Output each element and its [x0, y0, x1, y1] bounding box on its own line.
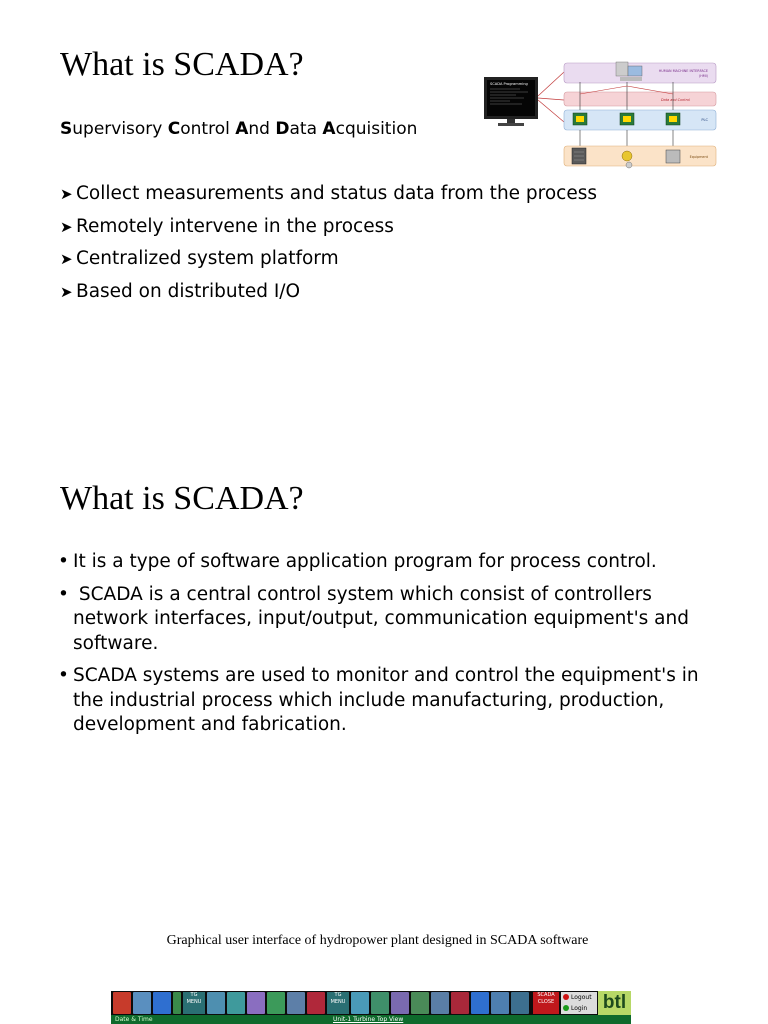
- hmi-tool-icon: [351, 992, 369, 1014]
- plc-label: PLC: [701, 118, 708, 122]
- bullet-dot-icon: •: [58, 665, 69, 686]
- tg-menu-button: TG MENU: [327, 992, 349, 1014]
- hmi-tool-icon: [133, 992, 151, 1014]
- hmi-tool-icon: [173, 992, 181, 1014]
- slide1-title: What is SCADA?: [60, 46, 304, 83]
- scada-acronym: [60, 118, 417, 140]
- arrow-bullet-icon: ➤: [60, 250, 73, 268]
- hmi-tool-icon: [451, 992, 469, 1014]
- hmi-tool-icon: [431, 992, 449, 1014]
- acronym-initial: A: [235, 119, 249, 139]
- computer-icon: [616, 62, 628, 76]
- hmi-tool-icon: [227, 992, 245, 1014]
- definition-list: [58, 550, 718, 746]
- hmi-label: (HMI): [698, 74, 708, 78]
- figure-caption: Graphical user interface of hydropower plant designed in SCADA software: [166, 933, 589, 948]
- arrow-bullet-icon: ➤: [60, 217, 73, 236]
- hmi-home-icon: [113, 992, 131, 1014]
- arrow-bullet-icon: ➤: [60, 185, 73, 203]
- acronym-initial: A: [322, 119, 336, 139]
- hmi-login-panel: [561, 992, 597, 1014]
- hmi-tool-icon: [511, 992, 529, 1014]
- list-item: • SCADA is a central control system which consist of controllers network interfaces, input/output, communication equipment's and software.: [58, 583, 695, 654]
- acronym-rest: ontrol: [180, 119, 236, 139]
- hmi-tool-icon: [153, 992, 171, 1014]
- btl-logo: btl: [598, 991, 631, 1015]
- hmi-label: HUMAN MACHINE INTERFACE: [658, 69, 708, 73]
- hydropower-hmi-screenshot: [111, 991, 631, 1024]
- hmi-tool-icon: [391, 992, 409, 1014]
- scada-architecture-diagram: [480, 58, 720, 170]
- hmi-tool-icon: [411, 992, 429, 1014]
- hmi-tool-icon: [471, 992, 489, 1014]
- hmi-tool-icon: [287, 992, 305, 1014]
- machine-icon: [666, 150, 680, 163]
- bullet-dot-icon: •: [58, 551, 69, 572]
- tg-menu-button: TG MENU: [183, 992, 205, 1014]
- acronym-initial: D: [275, 119, 290, 139]
- acronym-initial: C: [167, 119, 181, 139]
- robot-arm-icon: [622, 151, 632, 161]
- list-item: ➤ Collect measurements and status data from the process: [60, 183, 598, 204]
- bullet-dot-icon: •: [58, 583, 69, 605]
- acronym-rest: cquisition: [335, 119, 418, 139]
- equipment-label: Equipment: [689, 155, 708, 159]
- list-item: • It is a type of software application program for process control.: [58, 550, 718, 575]
- acronym-initial: S: [60, 119, 73, 139]
- hmi-view-title: Unit-1 Turbine Top View: [333, 1016, 404, 1023]
- hmi-tool-icon: [207, 992, 225, 1014]
- logout-label: Logout: [561, 992, 597, 1003]
- hmi-status-bar: Date & Time Unit-1 Turbine Top View: [111, 1015, 631, 1024]
- hmi-tool-icon: [371, 992, 389, 1014]
- login-label: Login: [561, 1003, 597, 1014]
- list-item: ➤ Remotely intervene in the process: [60, 215, 394, 237]
- hmi-tool-icon: [491, 992, 509, 1014]
- acronym-rest: upervisory: [72, 119, 168, 139]
- acronym-rest: ata: [289, 119, 323, 139]
- list-item: • SCADA systems are used to monitor and control the equipment's in the industrial process which include manufacturing, production, development and fabrication.: [58, 665, 699, 735]
- list-item: ➤ Centralized system platform: [60, 248, 339, 269]
- hmi-tool-icon: [307, 992, 325, 1014]
- scada-close-button: SCADA CLOSE: [533, 992, 559, 1014]
- list-item: ➤ Based on distributed I/O: [60, 280, 301, 302]
- acronym-rest: nd: [248, 119, 276, 139]
- screen-label: SCADA Programming: [490, 82, 528, 86]
- hmi-tool-icon: [247, 992, 265, 1014]
- slide2-title: What is SCADA?: [60, 480, 304, 517]
- data-label: Data and Control: [661, 98, 690, 102]
- arrow-bullet-icon: ➤: [60, 282, 73, 301]
- feature-list: [60, 182, 597, 312]
- hmi-tool-icon: [267, 992, 285, 1014]
